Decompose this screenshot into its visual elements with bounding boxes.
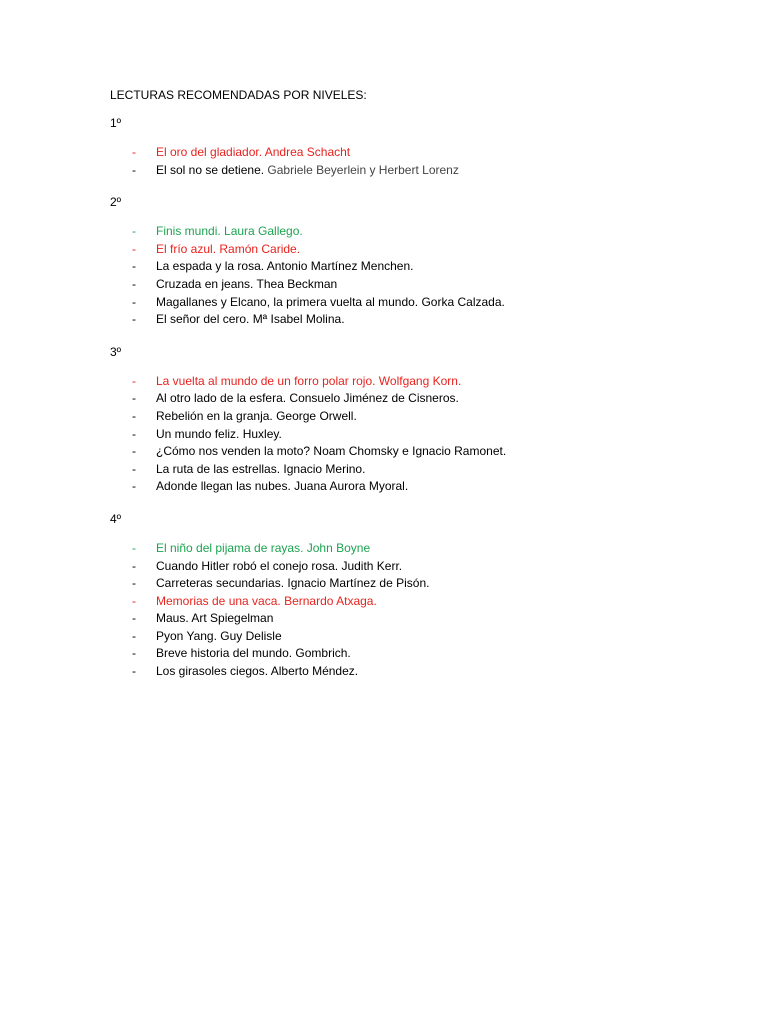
list-dash: -: [132, 241, 136, 256]
list-item: [110, 408, 710, 426]
level-heading: 3º: [110, 344, 122, 359]
book-list: [110, 223, 710, 329]
list-dash: -: [132, 479, 136, 494]
list-dash: -: [132, 162, 136, 177]
book-entry-text: Cruzada en jeans. Thea Beckman: [156, 276, 338, 291]
list-dash: -: [132, 145, 136, 159]
list-dash: -: [132, 373, 136, 388]
book-list: [110, 144, 710, 179]
list-item: [110, 144, 710, 162]
book-title: El sol no se detiene.: [156, 162, 265, 177]
list-item: [110, 258, 710, 276]
level-section: [110, 116, 710, 179]
list-dash: -: [132, 558, 136, 573]
list-dash: -: [132, 224, 136, 239]
book-entry-text: El niño del pijama de rayas. John Boyne: [156, 540, 371, 555]
list-item: [110, 558, 710, 576]
book-list: [110, 373, 710, 496]
list-item: [110, 390, 710, 408]
list-item: [110, 443, 710, 461]
book-entry-text: La vuelta al mundo de un forro polar rojo. Wolfgang Korn.: [156, 373, 462, 388]
list-item: [110, 663, 710, 681]
level-heading: 2º: [110, 195, 122, 210]
list-dash: -: [132, 259, 136, 274]
document-page: [110, 88, 710, 681]
list-dash: -: [132, 628, 136, 643]
list-dash: -: [132, 294, 136, 309]
level-heading: 1º: [110, 116, 122, 130]
list-item: [110, 223, 710, 241]
list-dash: -: [132, 611, 136, 626]
book-entry-text: Finis mundi. Laura Gallego.: [156, 224, 303, 239]
list-item: [110, 540, 710, 558]
book-entry-text: La espada y la rosa. Antonio Martínez Menchen.: [156, 259, 414, 274]
list-item: [110, 645, 710, 663]
list-item: [110, 373, 710, 391]
book-entry-text: El frío azul. Ramón Caride.: [156, 241, 301, 256]
book-entry-text: Maus. Art Spiegelman: [156, 611, 274, 626]
list-item: [110, 628, 710, 646]
book-entry-text: La ruta de las estrellas. Ignacio Merino.: [156, 461, 366, 476]
list-dash: -: [132, 461, 136, 476]
level-heading: 4º: [110, 511, 122, 526]
list-dash: -: [132, 426, 136, 441]
book-entry-text: Un mundo feliz. Huxley.: [156, 426, 282, 441]
book-entry-text: Al otro lado de la esfera. Consuelo Jiménez de Cisneros.: [156, 391, 459, 406]
book-entry-text: Cuando Hitler robó el conejo rosa. Judith Kerr.: [156, 558, 403, 573]
list-item: [110, 593, 710, 611]
list-dash: -: [132, 408, 136, 423]
list-dash: -: [132, 593, 136, 608]
list-item: [110, 575, 710, 593]
book-entry-text: Magallanes y Elcano, la primera vuelta al mundo. Gorka Calzada.: [156, 294, 505, 309]
book-entry-text: Memorias de una vaca. Bernardo Atxaga.: [156, 593, 377, 608]
list-dash: -: [132, 646, 136, 661]
list-item: [110, 241, 710, 259]
list-dash: -: [132, 576, 136, 591]
book-entry-text: El oro del gladiador. Andrea Schacht: [156, 145, 351, 159]
book-entry-text: Pyon Yang. Guy Delisle: [156, 628, 282, 643]
list-dash: -: [132, 312, 136, 327]
level-section: [110, 512, 710, 681]
list-item: [110, 294, 710, 312]
book-entry-text: El señor del cero. Mª Isabel Molina.: [156, 312, 345, 327]
book-list: [110, 540, 710, 681]
list-dash: -: [132, 444, 136, 459]
list-item: [110, 461, 710, 479]
list-dash: -: [132, 540, 136, 555]
list-item: [110, 311, 710, 329]
list-dash: -: [132, 664, 136, 679]
book-entry-text: Breve historia del mundo. Gombrich.: [156, 646, 351, 661]
list-item: [110, 276, 710, 294]
list-item: [110, 426, 710, 444]
levels-container: [110, 116, 710, 681]
book-entry-text: Los girasoles ciegos. Alberto Méndez.: [156, 664, 359, 679]
book-entry-text: Carreteras secundarias. Ignacio Martínez de Pisón.: [156, 576, 430, 591]
level-section: [110, 195, 710, 329]
list-item: [110, 478, 710, 496]
list-item: [110, 162, 710, 180]
book-author: Gabriele Beyerlein y Herbert Lorenz: [264, 162, 459, 177]
book-entry-text: Adonde llegan las nubes. Juana Aurora Myoral.: [156, 479, 409, 494]
level-section: [110, 345, 710, 496]
book-entry-text: Rebelión en la granja. George Orwell.: [156, 408, 357, 423]
list-dash: -: [132, 391, 136, 406]
document-title: LECTURAS RECOMENDADAS POR NIVELES:: [110, 88, 367, 102]
list-item: [110, 610, 710, 628]
list-dash: -: [132, 276, 136, 291]
book-entry-text: ¿Cómo nos venden la moto? Noam Chomsky e Ignacio Ramonet.: [156, 444, 507, 459]
